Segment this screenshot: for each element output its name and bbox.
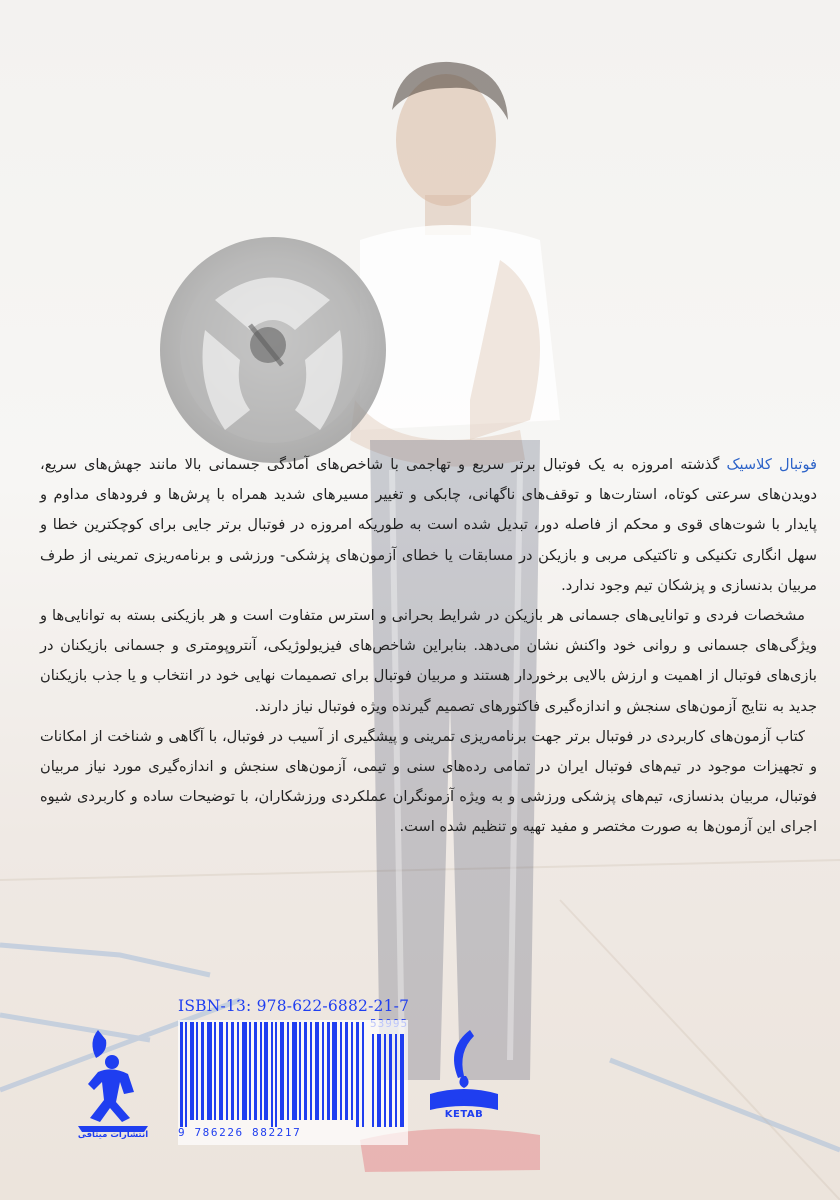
publisher-name-left: انتشارات میثاقی bbox=[77, 1130, 149, 1140]
isbn-label: ISBN-13: 978-622-6882-21-7 bbox=[178, 997, 410, 1015]
publisher-logo-left bbox=[68, 1022, 158, 1142]
description-paragraph-2: مشخصات فردی و توانایی‌های جسمانی هر بازیکن در شرایط بحرانی و استرس متفاوت است و هر بازیکنی بسته به توانایی‌ها و ویژگی‌های جسمانی و روانی خود واکنش نشان می‌دهد. بنابراین شاخص‌های فیزیولوژیکی، آنتروپومتری و جسمانی بازیکنان در بازی‌های فوتبال از اهمیت و ارزش بالایی برخوردار هستند و مربیان فوتبال برای تصمیمات نهایی خود در انتخاب و یا جذب بازیکنان جدید به نتایج آزمون‌های سنجش و اندازه‌گیری فاکتورهای تصمیم گیرنده ویژه فوتبال نیاز دارند. bbox=[40, 607, 817, 715]
publisher-name-right: POOYA KETAB bbox=[443, 1098, 485, 1120]
description-paragraph-3: کتاب آزمون‌های کاربردی در فوتبال برتر جهت برنامه‌ریزی تمرینی و پیشگیری از آسیب در فوتبال، با آگاهی و شناخت از امکانات و تجهیزات موجود در تیم‌های فوتبال ایران در تمامی رده‌های سنی و تیمی، آزمون‌های سنجش و اندازه‌گیری مورد نیاز مربیان فوتبال، مربیان بدنسازی، تیم‌های پزشکی ورزشی و به ویژه آزمونگران عملکردی ورزشکاران، با توضیحات ساده و کاربردی شیوه اجرای این آزمون‌ها به صورت مختصر و مفید تهیه و تنظیم شده است. bbox=[40, 727, 817, 836]
paragraph-1-text: گذشته امروزه به یک فوتبال برتر سریع و تهاجمی با شاخص‌های آمادگی جسمانی بالا مانند جهش‌های سریع، دویدن‌های سرعتی کوتاه، استارت‌ها و توقف‌های ناگهانی، چابکی و تغییر مسیرهای شدید همراه با پرش‌ها و فرودهای مداوم و پایدار با شوت‌های قوی و محکم از فاصله دور، تبدیل شده است به طوریکه امروزه در فوتبال برتر جایی برای کوچکترین خطا و سهل انگاری تکنیکی و تاکتیکی مربی و بازیکن در مسابقات یا خطای آزمون‌های پزشکی- ورزشی و برنامه‌ریزی تمرینی از طرف مربیان بدنسازی و پزشکان تیم وجود ندارد. bbox=[40, 456, 817, 594]
back-cover-description bbox=[40, 450, 817, 843]
description-paragraph-1 bbox=[40, 450, 817, 601]
barcode-digits: 9 786226 882217 bbox=[178, 1126, 302, 1139]
highlighted-phrase: فوتبال کلاسیک bbox=[726, 456, 817, 473]
